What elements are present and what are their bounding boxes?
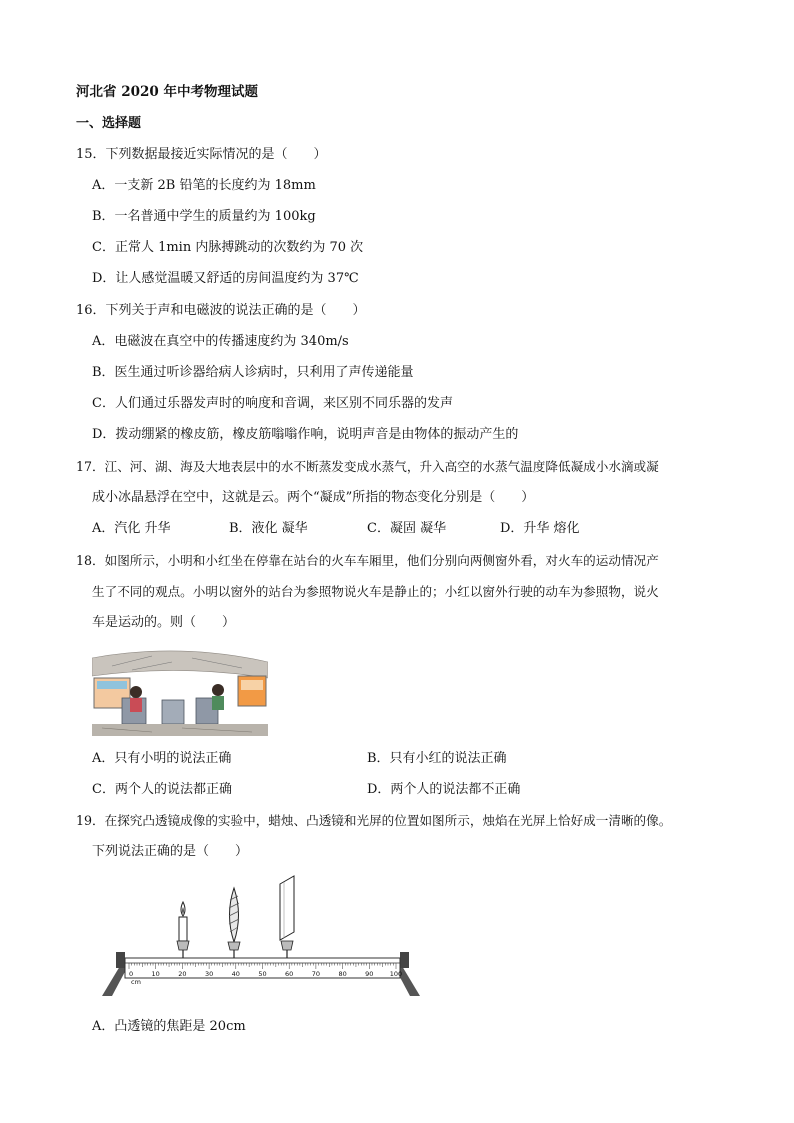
q19-stem-line-2: 下列说法正确的是（ ） (92, 844, 249, 859)
q15-option-b: B．一名普通中学生的质量约为 100kg (92, 209, 316, 224)
bench-left-leg (102, 966, 128, 996)
ruler-tick-label: 60 (285, 970, 294, 978)
q15-option-c: C．正常人 1min 内脉搏跳动的次数约为 70 次 (92, 240, 364, 255)
q18-stem-line-2: 生了不同的观点。小明以窗外的站台为参照物说火车是静止的；小红以窗外行驶的动车为参照物，说火 (92, 584, 659, 599)
q15-stem: 15．下列数据最接近实际情况的是（ ） (76, 147, 327, 162)
q18-option-c: C．两个人的说法都正确 (92, 782, 232, 797)
candle (177, 902, 189, 958)
ruler-tick-label: 0 (129, 970, 134, 978)
light-screen (280, 876, 294, 958)
q17-stem-line-2: 成小冰晶悬浮在空中，这就是云。两个“凝成”所指的物态变化分别是（ ） (92, 490, 535, 505)
q17-stem-line-1: 17．江、河、湖、海及大地表层中的水不断蒸发变成水蒸气，升入高空的水蒸气温度降低凝成小水滴或凝 (76, 459, 659, 474)
ruler-tick-label: 80 (338, 970, 347, 978)
q17-option-d: D．升华 熔化 (500, 521, 580, 536)
q18-option-b: B．只有小红的说法正确 (367, 751, 507, 766)
section-heading: 一、选择题 (76, 116, 142, 131)
q19-option-a: A．凸透镜的焦距是 20cm (92, 1019, 246, 1034)
q17-option-a: A．汽化 升华 (92, 521, 171, 536)
q19-stem-line-1: 19．在探究凸透镜成像的实验中，蜡烛、凸透镜和光屏的位置如图所示，烛焰在光屏上恰好成一清晰的像。 (76, 813, 672, 828)
ruler-tick-label: 30 (204, 970, 214, 978)
ruler-tick-label: 70 (311, 970, 321, 978)
q17-option-c: C．凝固 凝华 (367, 521, 447, 536)
ruler-tick-label: 50 (258, 970, 267, 978)
bench-left-end (116, 952, 125, 968)
ruler-tick-label: 40 (231, 970, 240, 978)
q18-option-d: D．两个人的说法都不正确 (367, 782, 521, 797)
q15-option-a: A．一支新 2B 铅笔的长度约为 18mm (92, 178, 316, 193)
train-carriage-illustration (92, 648, 268, 736)
q15-option-d: D．让人感觉温暖又舒适的房间温度约为 37℃ (92, 271, 359, 286)
optical-bench-figure (98, 870, 426, 1002)
q17-option-b: B．液化 凝华 (229, 521, 308, 536)
q18-option-a: A．只有小明的说法正确 (92, 751, 232, 766)
q16-option-c: C．人们通过乐器发声时的响度和音调，来区别不同乐器的发声 (92, 396, 453, 411)
q16-option-a: A．电磁波在真空中的传播速度约为 340m/s (92, 334, 349, 349)
q18-stem-line-1: 18．如图所示，小明和小红坐在停靠在站台的火车车厢里，他们分别向两侧窗外看，对火车的运动情况产 (76, 553, 659, 568)
bench-right-end (400, 952, 409, 968)
ruler-unit: cm (131, 978, 141, 986)
convex-lens (228, 888, 240, 958)
ruler-tick-label: 90 (365, 970, 374, 978)
ruler-tick-label: 10 (151, 970, 160, 978)
q16-option-b: B．医生通过听诊器给病人诊病时，只利用了声传递能量 (92, 365, 414, 380)
q18-stem-line-3: 车是运动的。则（ ） (92, 615, 236, 630)
ruler-tick-label: 20 (178, 970, 187, 978)
q16-option-d: D．拨动绷紧的橡皮筋，橡皮筋嗡嗡作响，说明声音是由物体的振动产生的 (92, 427, 519, 442)
page-title: 河北省 2020 年中考物理试题 (76, 84, 258, 100)
q16-stem: 16．下列关于声和电磁波的说法正确的是（ ） (76, 303, 366, 318)
ruler-tick-label: 100 (389, 970, 403, 978)
